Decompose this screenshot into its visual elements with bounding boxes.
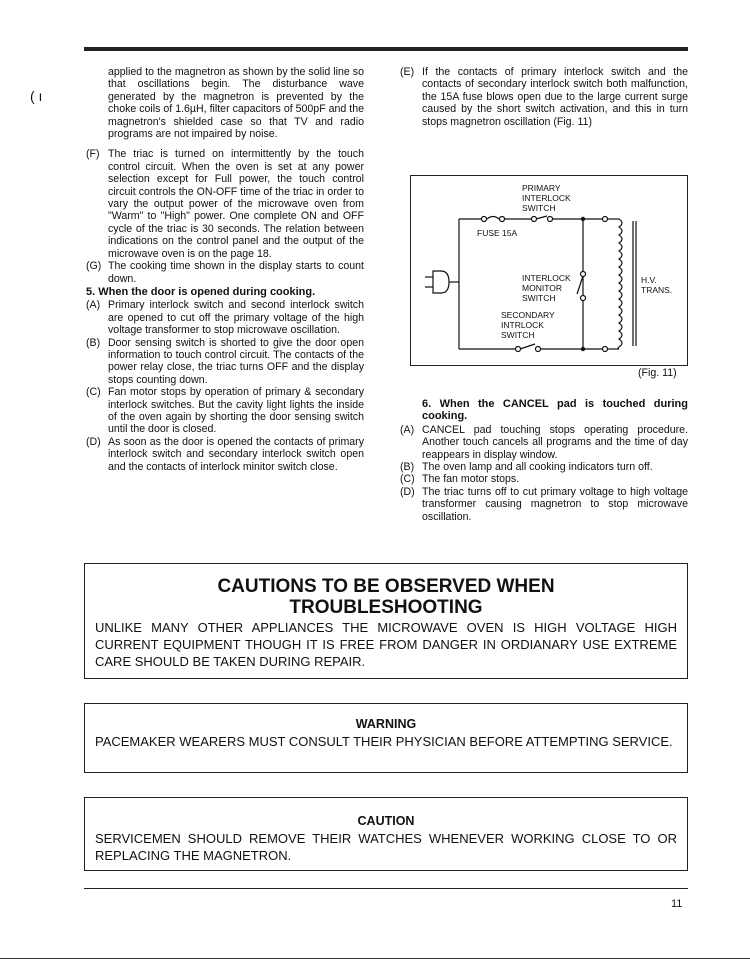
section-5-title: 5. When the door is opened during cooking.	[86, 285, 316, 298]
item-g: (G) The cooking time shown in the display starts to count down.	[86, 260, 364, 285]
primary-label-3: SWITCH	[522, 203, 556, 213]
scan-edge-line	[0, 958, 750, 959]
figure-caption: (Fig. 11)	[638, 367, 677, 379]
right-column-top	[400, 66, 688, 128]
monitor-label-2: MONITOR	[522, 283, 562, 293]
secondary-label-1: SECONDARY	[501, 310, 555, 320]
warning-box	[84, 703, 688, 773]
bottom-rule	[84, 888, 688, 889]
item-5c: (C) Fan motor stops by operation of primary & secondary interlock switches. But the cavity light lights the inside of the oven again by shorting the door sensing switch until the door is closed.	[86, 386, 364, 436]
top-rule	[84, 47, 688, 51]
item-6d: (D) The triac turns off to cut primary voltage to high voltage transformer causing magnetron to stop microwave oscillation.	[400, 485, 688, 523]
caution-title: CAUTION	[357, 814, 415, 828]
hv-label-2: TRANS.	[641, 285, 673, 295]
left-column	[86, 66, 364, 473]
primary-label-2: INTERLOCK	[522, 193, 571, 203]
fuse-label: FUSE 15A	[477, 228, 518, 238]
item-5a: (A) Primary interlock switch and second interlock switch are opened to cut off the primary voltage of the high voltage transformer to stop microwave oscillation.	[86, 299, 364, 337]
item-5d: (D) As soon as the door is opened the contacts of primary interlock switch and secondary interlock switch open and the contacts of interlock minitor switch close.	[86, 435, 364, 473]
section-6-title: 6. When the CANCEL pad is touched during cooking.	[422, 398, 688, 423]
primary-label-1: PRIMARY	[522, 183, 561, 193]
caution-text: SERVICEMEN SHOULD REMOVE THEIR WATCHES WHENEVER WORKING CLOSE TO OR REPLACING THE MAGNETRON.	[95, 831, 677, 863]
interlock-circuit-diagram	[411, 176, 687, 365]
warning-text: PACEMAKER WEARERS MUST CONSULT THEIR PHYSICIAN BEFORE ATTEMPTING SERVICE.	[95, 734, 673, 749]
item-e: (E) If the contacts of primary interlock switch and the contacts of secondary interlock switch both malfunction, the 15A fuse blows open due to the large current surge caused by the short switch activation, and this in turn stops magnetron oscillation (Fig. 11)	[400, 66, 688, 128]
cautions-title-2: TROUBLESHOOTING	[289, 597, 483, 618]
margin-mark: ( ı	[30, 88, 43, 104]
item-6c: (C) The fan motor stops.	[400, 473, 520, 486]
page-number: 11	[671, 898, 683, 910]
monitor-label-1: INTERLOCK	[522, 273, 571, 283]
cautions-title-1: CAUTIONS TO BE OBSERVED WHEN	[217, 576, 555, 597]
item-6a: (A) CANCEL pad touching stops operating procedure. Another touch cancels all programs and the time of day reappears in display window.	[400, 423, 688, 461]
right-column-bottom	[400, 397, 688, 523]
warning-title: WARNING	[355, 717, 417, 731]
monitor-label-3: SWITCH	[522, 293, 556, 303]
caution-box	[84, 797, 688, 871]
secondary-label-2: INTRLOCK	[501, 320, 544, 330]
hv-label-1: H.V.	[641, 275, 657, 285]
secondary-label-3: SWITCH	[501, 330, 535, 340]
cautions-text: UNLIKE MANY OTHER APPLIANCES THE MICROWAVE OVEN IS HIGH VOLTAGE HIGH CURRENT EQUIPMENT THOUGH IT IS FREE FROM DANGER IN ORDIANARY USE EXTREME CARE SHOULD BE TAKEN DURING REPAIR.	[95, 620, 677, 669]
cautions-box	[84, 563, 688, 679]
item-5b: (B) Door sensing switch is shorted to give the door open information to touch control circuit. The contacts of the power relay close, the triac turns OFF and the display stops counting down.	[86, 336, 364, 386]
item-f: (F) The triac is turned on intermittently by the touch control circuit. When the oven is set at any power selection except for Full power, the touch control circuit controls the ON-OFF time of the triac in order to vary the output power of the microwave oven from "Warm" to "High" power. One complete ON and OFF cycle of the triac is 30 seconds. The relation between indications on the control panel and the output of the microwave oven is on the page 18.	[86, 148, 364, 260]
intro-paragraph: applied to the magnetron as shown by the solid line so that oscillations begin. The disturbance wave generated by the magnetron is prevented by the choke coils of 1.6µH, filter capacitors of 500pF and the magnetron's shielded case so that TV and radio programs are not impaired by noise.	[108, 66, 364, 141]
figure-11-frame	[410, 175, 688, 366]
item-6b: (B) The oven lamp and all cooking indicators turn off.	[400, 461, 653, 474]
